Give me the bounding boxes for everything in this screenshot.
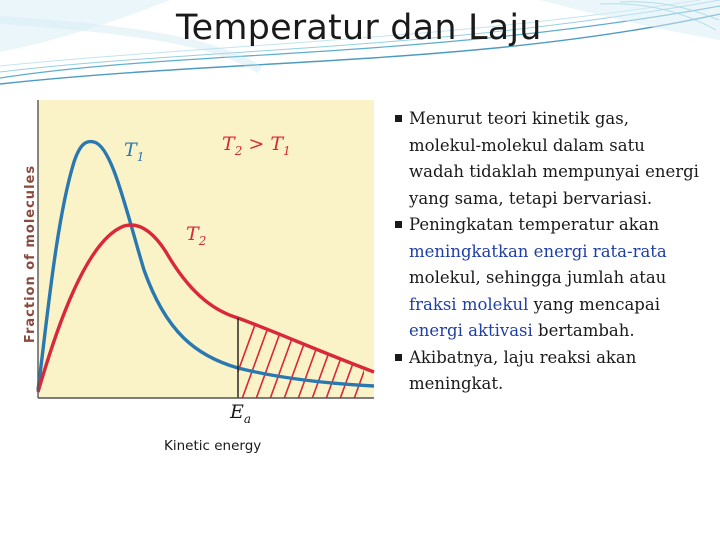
bullet-text: yang mencapai (528, 294, 660, 314)
highlighted-text: energi aktivasi (409, 321, 533, 340)
label-t2: $T_2$ (186, 223, 207, 248)
x-axis-label: Kinetic energy (164, 438, 262, 454)
bullet-list (395, 106, 705, 398)
bullet-text: molekul, sehingga jumlah atau (409, 268, 667, 287)
bullet-text: Akibatnya, laju reaksi akan meningkat. (409, 347, 637, 393)
energy-distribution-figure (16, 100, 380, 460)
bullet-item (395, 345, 705, 398)
label-t1: $T_1$ (124, 139, 145, 164)
y-axis-label: Fraction of molecules (23, 164, 38, 344)
bullet-marker-icon (395, 115, 402, 122)
highlighted-text: meningkatkan energi rata-rata (409, 241, 667, 261)
bullet-text: bertambah. (532, 321, 635, 340)
bullet-marker-icon (395, 354, 402, 361)
label-ea: $E_a$ (230, 401, 252, 426)
bullet-text: Menurut teori kinetik gas, molekul-molekul dalam satu wadah tidaklah mempunyai energi yang sama, tetapi bervariasi. (409, 109, 699, 208)
label-relation: $T_2 > T_1$ (222, 133, 291, 158)
bullet-item (395, 212, 705, 345)
bullet-item (395, 106, 705, 212)
highlighted-text: fraksi molekul (409, 294, 529, 314)
bullet-marker-icon (395, 221, 402, 228)
bullet-text: Peningkatan temperatur akan (409, 215, 660, 234)
slide-title: Temperatur dan Laju (176, 8, 542, 48)
